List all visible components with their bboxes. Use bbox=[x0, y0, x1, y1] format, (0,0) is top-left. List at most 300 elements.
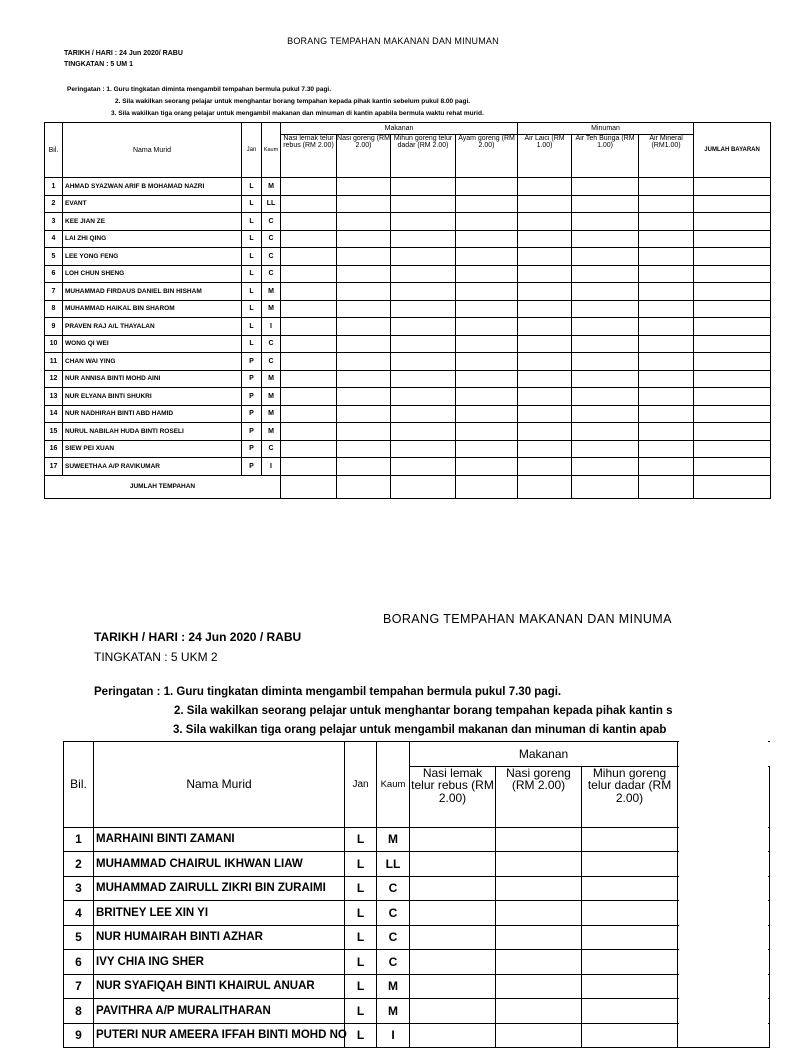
order-cell[interactable] bbox=[582, 974, 678, 999]
student-name: NUR ELYANA BINTI SHUKRI bbox=[63, 388, 242, 406]
order-cell[interactable] bbox=[694, 458, 771, 476]
note-1: Peringatan : 1. Guru tingkatan diminta mengambil tempahan bermula pukul 7.30 pagi. bbox=[67, 86, 332, 93]
student-row bbox=[45, 248, 771, 266]
order-cell[interactable] bbox=[639, 423, 694, 441]
row-number: 2 bbox=[45, 195, 63, 213]
row-number: 6 bbox=[64, 950, 94, 975]
order-cell[interactable] bbox=[572, 423, 639, 441]
student-name: PAVITHRA A/P MURALITHARAN bbox=[94, 999, 345, 1024]
total-cell[interactable] bbox=[572, 475, 639, 498]
order-cell[interactable] bbox=[582, 999, 678, 1024]
student-name: MUHAMMAD FIRDAUS DANIEL BIN HISHAM bbox=[63, 283, 242, 301]
order-cell[interactable] bbox=[391, 283, 456, 301]
row-number: 5 bbox=[64, 925, 94, 950]
order-cell[interactable] bbox=[337, 178, 391, 196]
order-form-5ukm2 bbox=[0, 600, 768, 1043]
order-cell[interactable] bbox=[572, 213, 639, 231]
student-race: C bbox=[262, 353, 281, 371]
student-race: M bbox=[262, 300, 281, 318]
student-name: EVANT bbox=[63, 195, 242, 213]
student-row bbox=[64, 950, 770, 975]
order-cell[interactable] bbox=[582, 950, 678, 975]
student-race: I bbox=[262, 318, 281, 336]
student-row bbox=[64, 974, 770, 999]
order-cell[interactable] bbox=[572, 440, 639, 458]
student-race: I bbox=[262, 458, 281, 476]
student-name: NUR HUMAIRAH BINTI AZHAR bbox=[94, 925, 345, 950]
student-row bbox=[45, 283, 771, 301]
order-cell[interactable] bbox=[639, 458, 694, 476]
row-number: 9 bbox=[45, 318, 63, 336]
order-cell[interactable] bbox=[572, 318, 639, 336]
order-cell[interactable] bbox=[572, 405, 639, 423]
order-cell[interactable] bbox=[582, 827, 678, 852]
order-cell[interactable] bbox=[337, 458, 391, 476]
header-food-1: Nasi lemak telur rebus (RM 2.00) bbox=[281, 135, 337, 178]
order-cell[interactable] bbox=[281, 335, 337, 353]
form-title: BORANG TEMPAHAN MAKANAN DAN MINUMAN bbox=[287, 36, 499, 46]
student-race: M bbox=[377, 974, 410, 999]
student-gender: L bbox=[345, 1023, 377, 1048]
order-cell[interactable] bbox=[572, 353, 639, 371]
student-race: M bbox=[262, 178, 281, 196]
order-cell[interactable] bbox=[456, 195, 518, 213]
student-row bbox=[45, 370, 771, 388]
row-number: 7 bbox=[64, 974, 94, 999]
student-row bbox=[45, 213, 771, 231]
order-cell[interactable] bbox=[694, 405, 771, 423]
order-cell[interactable] bbox=[518, 248, 572, 266]
order-cell[interactable] bbox=[281, 388, 337, 406]
order-cell[interactable] bbox=[496, 876, 582, 901]
student-name: SIEW PEI XUAN bbox=[63, 440, 242, 458]
row-number: 3 bbox=[45, 213, 63, 231]
student-race: M bbox=[262, 283, 281, 301]
order-cell[interactable] bbox=[518, 300, 572, 318]
student-race: C bbox=[262, 265, 281, 283]
order-cell[interactable] bbox=[281, 458, 337, 476]
order-cell[interactable] bbox=[572, 265, 639, 283]
order-cell[interactable] bbox=[410, 827, 496, 852]
row-number: 11 bbox=[45, 353, 63, 371]
order-cell[interactable] bbox=[456, 353, 518, 371]
order-cell[interactable] bbox=[337, 388, 391, 406]
student-gender: P bbox=[242, 440, 262, 458]
order-cell[interactable] bbox=[694, 248, 771, 266]
order-cell[interactable] bbox=[456, 405, 518, 423]
order-cell[interactable] bbox=[281, 300, 337, 318]
order-cell[interactable] bbox=[456, 178, 518, 196]
order-cell[interactable] bbox=[456, 213, 518, 231]
row-number: 5 bbox=[45, 248, 63, 266]
student-name: NUR ANNISA BINTI MOHD AINI bbox=[63, 370, 242, 388]
student-gender: L bbox=[242, 265, 262, 283]
order-cell[interactable] bbox=[694, 335, 771, 353]
order-cell[interactable] bbox=[391, 405, 456, 423]
order-cell[interactable] bbox=[639, 370, 694, 388]
order-cell[interactable] bbox=[456, 265, 518, 283]
order-cell[interactable] bbox=[456, 458, 518, 476]
order-cell[interactable] bbox=[496, 827, 582, 852]
order-cell[interactable] bbox=[678, 1023, 770, 1048]
order-cell[interactable] bbox=[694, 440, 771, 458]
order-cell[interactable] bbox=[582, 925, 678, 950]
order-cell[interactable] bbox=[391, 318, 456, 336]
order-cell[interactable] bbox=[391, 423, 456, 441]
order-cell[interactable] bbox=[281, 283, 337, 301]
order-cell[interactable] bbox=[694, 213, 771, 231]
order-cell[interactable] bbox=[518, 230, 572, 248]
order-cell[interactable] bbox=[518, 335, 572, 353]
order-cell[interactable] bbox=[391, 195, 456, 213]
order-cell[interactable] bbox=[281, 423, 337, 441]
order-table bbox=[44, 122, 771, 499]
student-name: BRITNEY LEE XIN YI bbox=[94, 901, 345, 926]
order-cell[interactable] bbox=[572, 335, 639, 353]
header-kaum: Kaum bbox=[377, 742, 410, 828]
total-cell[interactable] bbox=[456, 475, 518, 498]
student-gender: L bbox=[345, 974, 377, 999]
order-cell[interactable] bbox=[572, 300, 639, 318]
order-cell[interactable] bbox=[337, 230, 391, 248]
header-nama: Nama Murid bbox=[94, 742, 345, 828]
student-race: C bbox=[377, 950, 410, 975]
order-cell[interactable] bbox=[639, 195, 694, 213]
order-cell[interactable] bbox=[518, 353, 572, 371]
order-cell[interactable] bbox=[496, 1023, 582, 1048]
order-cell[interactable] bbox=[391, 213, 456, 231]
student-row bbox=[45, 300, 771, 318]
student-gender: L bbox=[345, 925, 377, 950]
student-row bbox=[64, 1023, 770, 1048]
order-cell[interactable] bbox=[281, 405, 337, 423]
order-cell[interactable] bbox=[582, 1023, 678, 1048]
order-cell[interactable] bbox=[281, 195, 337, 213]
order-cell[interactable] bbox=[281, 248, 337, 266]
order-cell[interactable] bbox=[572, 178, 639, 196]
total-label: JUMLAH TEMPAHAN bbox=[45, 475, 281, 498]
order-cell[interactable] bbox=[391, 440, 456, 458]
student-name: LOH CHUN SHENG bbox=[63, 265, 242, 283]
student-gender: L bbox=[242, 178, 262, 196]
order-cell[interactable] bbox=[456, 423, 518, 441]
student-name: NUR NADHIRAH BINTI ABD HAMID bbox=[63, 405, 242, 423]
order-cell[interactable] bbox=[496, 950, 582, 975]
row-number: 1 bbox=[45, 178, 63, 196]
total-cell[interactable] bbox=[639, 475, 694, 498]
student-row bbox=[45, 265, 771, 283]
student-gender: L bbox=[242, 283, 262, 301]
row-number: 12 bbox=[45, 370, 63, 388]
row-number: 1 bbox=[64, 827, 94, 852]
order-cell[interactable] bbox=[518, 283, 572, 301]
order-cell[interactable] bbox=[391, 230, 456, 248]
order-cell[interactable] bbox=[391, 265, 456, 283]
order-cell[interactable] bbox=[572, 230, 639, 248]
student-row bbox=[45, 318, 771, 336]
student-name: MUHAMMAD ZAIRULL ZIKRI BIN ZURAIMI bbox=[94, 876, 345, 901]
order-cell[interactable] bbox=[337, 440, 391, 458]
row-number: 4 bbox=[45, 230, 63, 248]
order-cell[interactable] bbox=[281, 318, 337, 336]
header-jumlah-bayaran: JUMLAH BAYARAN bbox=[694, 123, 771, 178]
order-cell[interactable] bbox=[337, 195, 391, 213]
order-cell[interactable] bbox=[639, 265, 694, 283]
order-cell[interactable] bbox=[572, 370, 639, 388]
order-cell[interactable] bbox=[694, 283, 771, 301]
header-makanan: Makanan bbox=[410, 742, 678, 767]
order-cell[interactable] bbox=[639, 283, 694, 301]
header-food-3: Mihun goreng telur dadar (RM 2.00) bbox=[582, 766, 678, 827]
student-gender: P bbox=[242, 370, 262, 388]
header-kaum: Kaum bbox=[262, 123, 281, 178]
order-cell[interactable] bbox=[337, 353, 391, 371]
student-gender: L bbox=[345, 999, 377, 1024]
row-number: 6 bbox=[45, 265, 63, 283]
student-race: M bbox=[262, 423, 281, 441]
total-cell[interactable] bbox=[337, 475, 391, 498]
order-cell[interactable] bbox=[410, 950, 496, 975]
order-cell[interactable] bbox=[391, 178, 456, 196]
order-cell[interactable] bbox=[391, 353, 456, 371]
student-row bbox=[45, 458, 771, 476]
header-drink-1: Air Laici (RM 1.00) bbox=[518, 135, 572, 178]
order-cell[interactable] bbox=[694, 370, 771, 388]
student-gender: L bbox=[345, 901, 377, 926]
order-cell[interactable] bbox=[572, 388, 639, 406]
order-cell[interactable] bbox=[518, 388, 572, 406]
student-gender: L bbox=[345, 876, 377, 901]
order-cell[interactable] bbox=[572, 458, 639, 476]
row-number: 4 bbox=[64, 901, 94, 926]
order-cell[interactable] bbox=[639, 353, 694, 371]
order-cell[interactable] bbox=[518, 318, 572, 336]
student-row bbox=[45, 405, 771, 423]
order-cell[interactable] bbox=[572, 248, 639, 266]
order-table bbox=[63, 741, 770, 1048]
student-gender: L bbox=[242, 195, 262, 213]
student-row bbox=[64, 827, 770, 852]
order-cell[interactable] bbox=[694, 265, 771, 283]
order-cell[interactable] bbox=[456, 388, 518, 406]
student-row bbox=[45, 178, 771, 196]
order-cell[interactable] bbox=[694, 300, 771, 318]
header-minuman: Minuman bbox=[518, 123, 694, 135]
total-cell[interactable] bbox=[694, 475, 771, 498]
row-number: 8 bbox=[64, 999, 94, 1024]
student-name: CHAN WAI YING bbox=[63, 353, 242, 371]
order-cell[interactable] bbox=[694, 230, 771, 248]
student-race: M bbox=[262, 405, 281, 423]
order-cell[interactable] bbox=[518, 405, 572, 423]
order-cell[interactable] bbox=[281, 370, 337, 388]
form-title: BORANG TEMPAHAN MAKANAN DAN MINUMA bbox=[383, 612, 672, 626]
student-name: NUR SYAFIQAH BINTI KHAIRUL ANUAR bbox=[94, 974, 345, 999]
order-cell[interactable] bbox=[518, 440, 572, 458]
student-row bbox=[45, 423, 771, 441]
order-cell[interactable] bbox=[410, 852, 496, 877]
order-cell[interactable] bbox=[518, 265, 572, 283]
row-number: 9 bbox=[64, 1023, 94, 1048]
order-cell[interactable] bbox=[496, 999, 582, 1024]
order-cell[interactable] bbox=[518, 213, 572, 231]
order-cell[interactable] bbox=[410, 999, 496, 1024]
order-cell[interactable] bbox=[337, 405, 391, 423]
order-cell[interactable] bbox=[639, 300, 694, 318]
header-drink-2: Air Teh Bunga (RM 1.00) bbox=[572, 135, 639, 178]
header-food-1: Nasi lemak telur rebus (RM 2.00) bbox=[410, 766, 496, 827]
order-cell[interactable] bbox=[639, 230, 694, 248]
order-cell[interactable] bbox=[639, 178, 694, 196]
student-name: WONG QI WEI bbox=[63, 335, 242, 353]
order-cell[interactable] bbox=[456, 335, 518, 353]
order-cell[interactable] bbox=[694, 178, 771, 196]
student-row bbox=[64, 901, 770, 926]
order-cell[interactable] bbox=[456, 283, 518, 301]
header-food-3: Mihun goreng telur dadar (RM 2.00) bbox=[391, 135, 456, 178]
order-cell[interactable] bbox=[518, 423, 572, 441]
order-cell[interactable] bbox=[337, 318, 391, 336]
order-cell[interactable] bbox=[639, 335, 694, 353]
order-cell[interactable] bbox=[337, 423, 391, 441]
order-cell[interactable] bbox=[518, 370, 572, 388]
header-nama: Nama Murid bbox=[63, 123, 242, 178]
student-race: C bbox=[262, 230, 281, 248]
student-name: SUWEETHAA A/P RAVIKUMAR bbox=[63, 458, 242, 476]
header-bil: Bil. bbox=[45, 123, 63, 178]
order-cell[interactable] bbox=[410, 1023, 496, 1048]
date-line: TARIKH / HARI : 24 Jun 2020 / RABU bbox=[94, 630, 302, 644]
order-cell[interactable] bbox=[456, 318, 518, 336]
student-row bbox=[64, 925, 770, 950]
row-number: 10 bbox=[45, 335, 63, 353]
order-cell[interactable] bbox=[337, 213, 391, 231]
order-cell[interactable] bbox=[410, 925, 496, 950]
order-cell[interactable] bbox=[496, 974, 582, 999]
order-cell[interactable] bbox=[337, 265, 391, 283]
order-cell[interactable] bbox=[639, 388, 694, 406]
student-name: MARHAINI BINTI ZAMANI bbox=[94, 827, 345, 852]
order-cell[interactable] bbox=[582, 901, 678, 926]
order-cell[interactable] bbox=[410, 974, 496, 999]
note-3: 3. Sila wakilkan tiga orang pelajar untuk mengambil makanan dan minuman di kantin apabila bermula waktu rehat murid. bbox=[111, 110, 484, 117]
order-cell[interactable] bbox=[639, 440, 694, 458]
order-cell[interactable] bbox=[694, 318, 771, 336]
student-row bbox=[64, 999, 770, 1024]
order-cell[interactable] bbox=[337, 300, 391, 318]
note-3: 3. Sila wakilkan tiga orang pelajar untuk mengambil makanan dan minuman di kantin apab bbox=[173, 724, 667, 736]
student-race: C bbox=[262, 213, 281, 231]
order-cell[interactable] bbox=[281, 265, 337, 283]
order-cell[interactable] bbox=[694, 353, 771, 371]
order-cell[interactable] bbox=[456, 370, 518, 388]
order-cell[interactable] bbox=[456, 248, 518, 266]
order-cell[interactable] bbox=[694, 195, 771, 213]
header-jan: Jan bbox=[242, 123, 262, 178]
total-cell[interactable] bbox=[391, 475, 456, 498]
order-cell[interactable] bbox=[410, 876, 496, 901]
order-cell[interactable] bbox=[456, 230, 518, 248]
header-food-2: Nasi goreng (RM 2.00) bbox=[496, 766, 582, 827]
order-cell[interactable] bbox=[281, 230, 337, 248]
student-name: LEE YONG FENG bbox=[63, 248, 242, 266]
order-cell[interactable] bbox=[639, 318, 694, 336]
row-number: 13 bbox=[45, 388, 63, 406]
order-cell[interactable] bbox=[281, 353, 337, 371]
order-cell[interactable] bbox=[582, 876, 678, 901]
order-cell[interactable] bbox=[496, 925, 582, 950]
row-number: 2 bbox=[64, 852, 94, 877]
order-cell[interactable] bbox=[281, 440, 337, 458]
student-race: C bbox=[262, 248, 281, 266]
note-2: 2. Sila wakilkan seorang pelajar untuk menghantar borang tempahan kepada pihak kantin s bbox=[174, 705, 673, 717]
order-cell[interactable] bbox=[281, 213, 337, 231]
class-line: TINGKATAN : 5 UM 1 bbox=[64, 61, 133, 68]
order-cell[interactable] bbox=[518, 458, 572, 476]
order-cell[interactable] bbox=[496, 852, 582, 877]
order-cell[interactable] bbox=[572, 283, 639, 301]
order-cell[interactable] bbox=[391, 370, 456, 388]
order-cell[interactable] bbox=[456, 440, 518, 458]
header-drink-3: Air Mineral (RM1.00) bbox=[639, 135, 694, 178]
student-race: C bbox=[377, 901, 410, 926]
order-cell[interactable] bbox=[639, 405, 694, 423]
order-form-5um1 bbox=[0, 0, 768, 520]
order-cell[interactable] bbox=[391, 388, 456, 406]
order-cell[interactable] bbox=[572, 195, 639, 213]
student-race: LL bbox=[377, 852, 410, 877]
order-cell[interactable] bbox=[639, 248, 694, 266]
order-cell[interactable] bbox=[391, 248, 456, 266]
student-row bbox=[45, 195, 771, 213]
student-name: MUHAMMAD HAIKAL BIN SHAROM bbox=[63, 300, 242, 318]
header-bil: Bil. bbox=[64, 742, 94, 828]
header-makanan: Makanan bbox=[281, 123, 518, 135]
student-row bbox=[45, 335, 771, 353]
note-2: 2. Sila wakilkan seorang pelajar untuk menghantar borang tempahan kepada pihak kantin sebelum pukul 8.00 pagi. bbox=[115, 98, 471, 105]
total-cell[interactable] bbox=[518, 475, 572, 498]
student-row bbox=[64, 876, 770, 901]
row-number: 17 bbox=[45, 458, 63, 476]
order-cell[interactable] bbox=[518, 195, 572, 213]
row-number: 16 bbox=[45, 440, 63, 458]
order-cell[interactable] bbox=[518, 178, 572, 196]
order-cell[interactable] bbox=[391, 458, 456, 476]
student-name: KEE JIAN ZE bbox=[63, 213, 242, 231]
order-cell[interactable] bbox=[410, 901, 496, 926]
order-cell[interactable] bbox=[337, 335, 391, 353]
order-cell[interactable] bbox=[391, 300, 456, 318]
student-name: PUTERI NUR AMEERA IFFAH BINTI MOHD NO bbox=[94, 1023, 345, 1048]
order-cell[interactable] bbox=[337, 283, 391, 301]
order-cell[interactable] bbox=[639, 213, 694, 231]
order-cell[interactable] bbox=[582, 852, 678, 877]
student-race: M bbox=[377, 827, 410, 852]
order-cell[interactable] bbox=[694, 388, 771, 406]
order-cell[interactable] bbox=[496, 901, 582, 926]
order-cell[interactable] bbox=[456, 300, 518, 318]
order-cell[interactable] bbox=[391, 335, 456, 353]
order-cell[interactable] bbox=[694, 423, 771, 441]
total-cell[interactable] bbox=[281, 475, 337, 498]
order-cell[interactable] bbox=[281, 178, 337, 196]
row-number: 14 bbox=[45, 405, 63, 423]
student-name: PRAVEN RAJ A/L THAYALAN bbox=[63, 318, 242, 336]
class-line: TINGKATAN : 5 UKM 2 bbox=[94, 650, 218, 664]
order-cell[interactable] bbox=[337, 370, 391, 388]
date-line: TARIKH / HARI : 24 Jun 2020/ RABU bbox=[64, 50, 183, 57]
order-cell[interactable] bbox=[337, 248, 391, 266]
